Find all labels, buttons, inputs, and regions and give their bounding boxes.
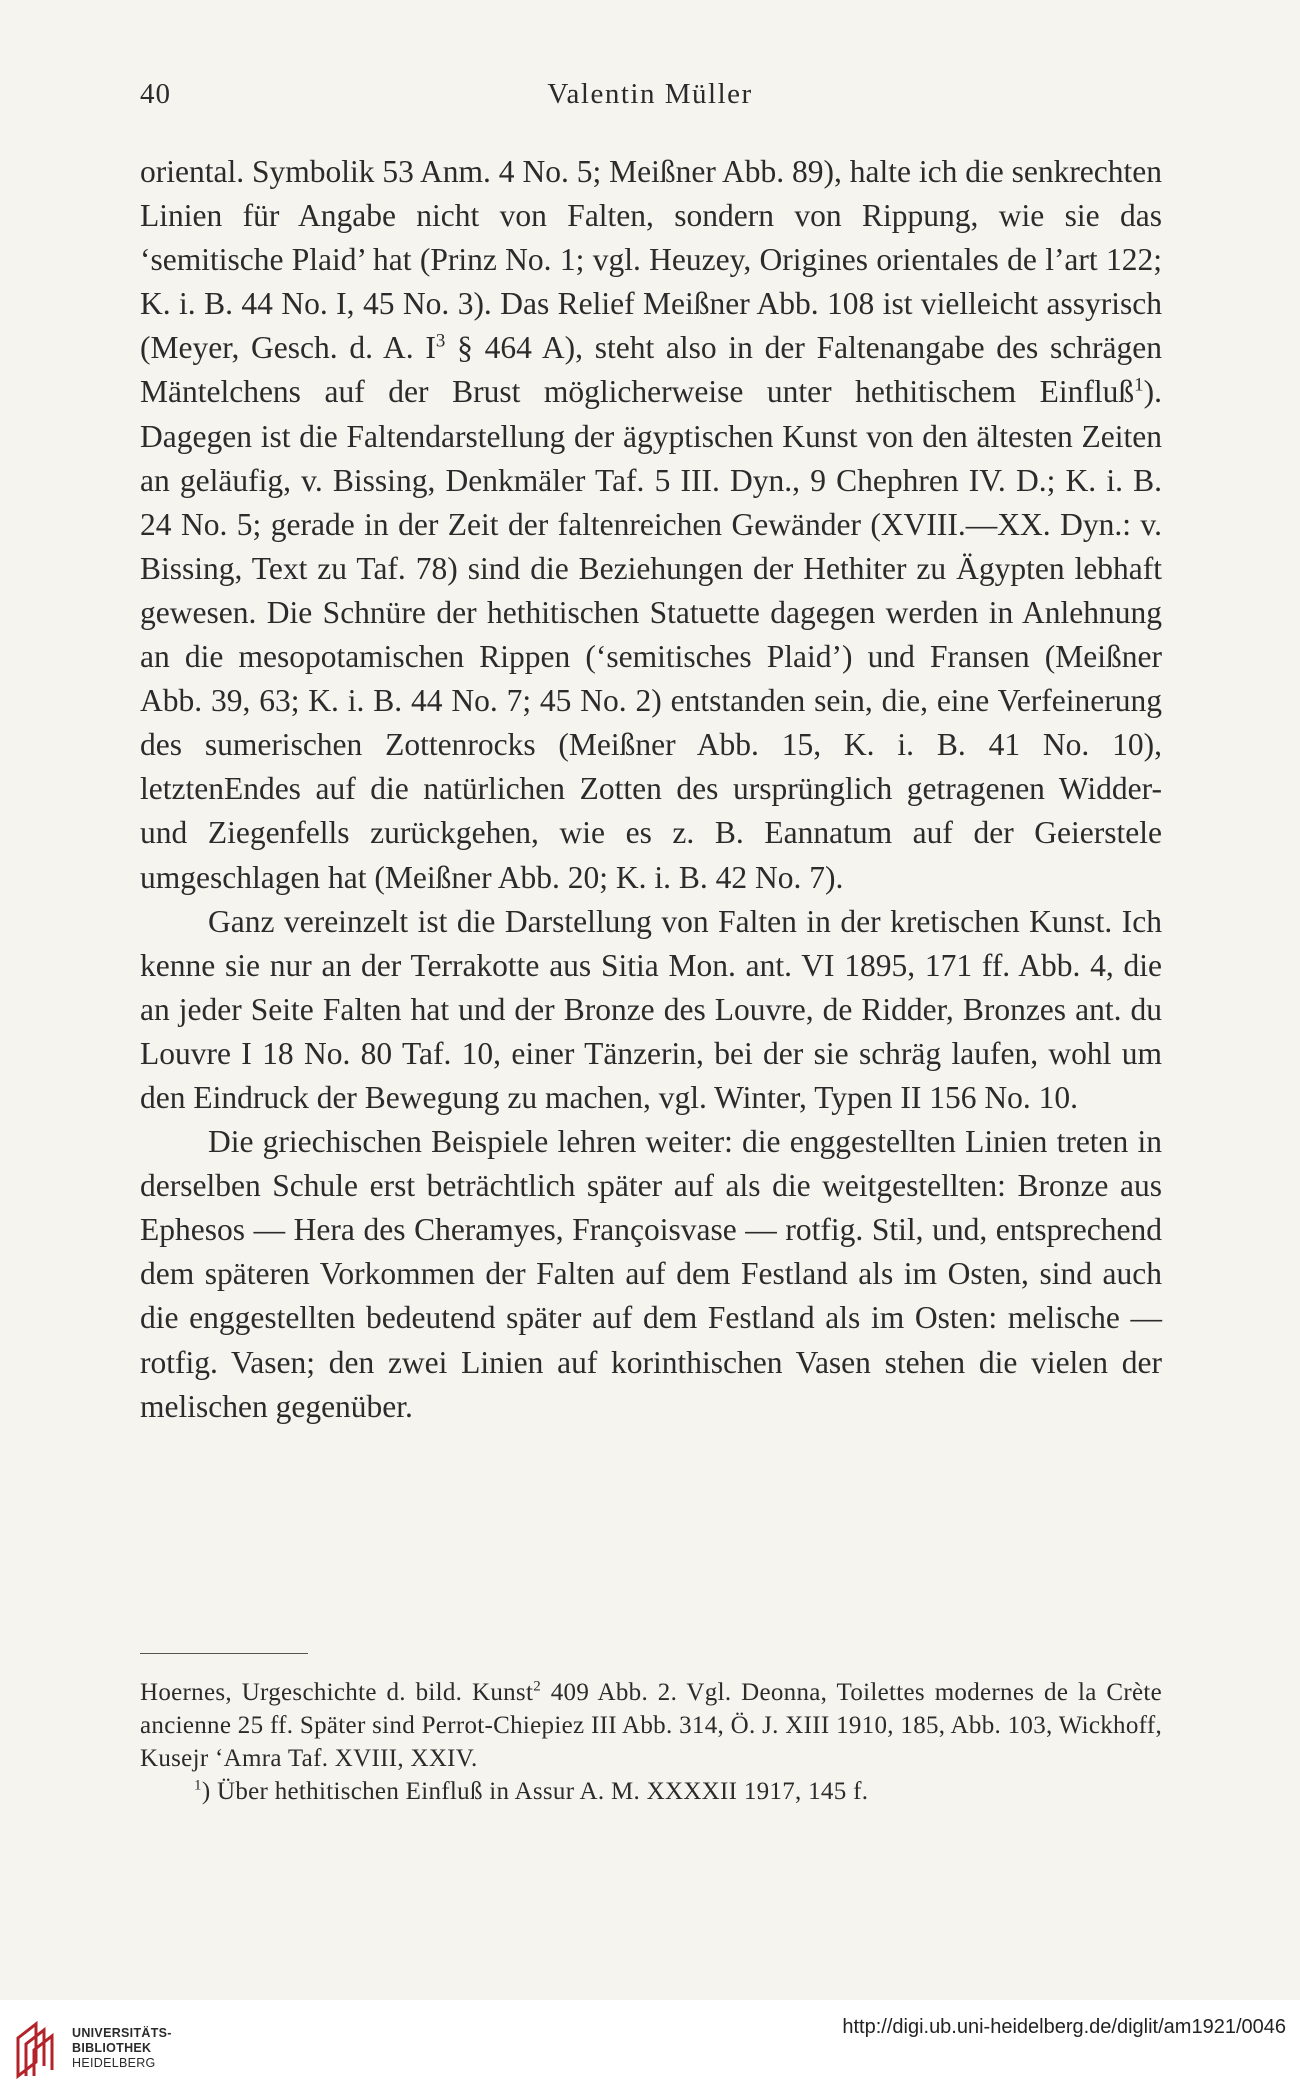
- library-footer: [0, 2000, 1300, 2096]
- paragraph-1: [140, 150, 1162, 900]
- footnote-1-text: ) Über hethitischen Einfluß in Assur A. M. XXXXII 1917, 145 f.: [201, 1778, 869, 1805]
- paragraph-1-part-1: oriental. Symbolik 53 Anm. 4 No. 5; Meißner Abb. 89), halte ich die senkrechten Linien für Angabe nicht von Falten, sondern von Rippung, wie sie das ‘semitische Plaid’ hat (Prinz No. 1; vgl. Heuzey, Origines orientales de l’art 122; K. i. B. 44 No. I, 45 No. 3). Das Relief Meißner Abb. 108 ist vielleicht assyrisch (Meyer, Gesch. d. A. I: [140, 154, 1162, 366]
- superscript-edition-footnote: 2: [533, 1678, 542, 1695]
- footnote-continued: [140, 1676, 1162, 1775]
- logo-line-2: BIBLIOTHEK: [72, 2041, 152, 2055]
- logo-line-1: UNIVERSITÄTS-: [72, 2026, 172, 2040]
- footnote-ref-1[interactable]: 1: [1134, 374, 1144, 396]
- paragraph-1-part-2: § 464 A), steht also in der Faltenangabe des schrägen Mäntelchens auf der Brust möglicherweise unter hethitischem Einfluß: [140, 330, 1162, 410]
- library-logo-text: [72, 2026, 172, 2071]
- page-number: 40: [140, 78, 171, 110]
- footnote-continued-part-2: 409 Abb. 2. Vgl. Deonna, Toilettes modernes de la Crète ancienne 25 ff. Später sind Perrot-Chiepiez III Abb. 314, Ö. J. XIII 1910, 185, Abb. 103, Wickhoff, Kusejr ‘Amra Taf. XVIII, XXIV.: [140, 1679, 1162, 1772]
- footnote-divider: [140, 1653, 308, 1654]
- logo-line-3: HEIDELBERG: [72, 2056, 156, 2070]
- paragraph-1-part-3: ). Dagegen ist die Faltendarstellung der ägyptischen Kunst von den ältesten Zeiten an geläufig, v. Bissing, Denkmäler Taf. 5 III. Dyn., 9 Chephren IV. D.; K. i. B. 24 No. 5; gerade in der Zeit der faltenreichen Gewänder (XVIII.—XX. Dyn.: v. Bissing, Text zu Taf. 78) sind die Beziehungen der Hethiter zu Ägypten lebhaft gewesen. Die Schnüre der hethitischen Statuette dagegen werden in Anlehnung an die mesopotamischen Rippen (‘semitisches Plaid’) und Fransen (Meißner Abb. 39, 63; K. i. B. 44 No. 7; 45 No. 2) entstanden sein, die, eine Verfeinerung des sumerischen Zottenrocks (Meißner Abb. 15, K. i. B. 41 No. 10), letztenEndes auf die natürlichen Zotten des ursprünglich getragenen Widder- und Ziegenfells zurückgehen, wie es z. B. Eannatum auf der Geierstele umgeschlagen hat (Meißner Abb. 20; K. i. B. 42 No. 7).: [140, 374, 1162, 895]
- footnote-1-marker: 1: [194, 1777, 202, 1794]
- running-title: Valentin Müller: [547, 78, 753, 110]
- page-header: [140, 78, 1160, 118]
- superscript-edition: 3: [435, 330, 446, 352]
- paragraph-3: Die griechischen Beispiele lehren weiter: die enggestellten Linien treten in derselben Schule erst beträchtlich später auf als die weitgestellten: Bronze aus Ephesos — Hera des Cheramyes, Françoisvase — rotfig. Stil, und, entsprechend dem späteren Vorkommen der Falten auf dem Festland als im Osten, sind auch die enggestellten bedeutend später auf dem Festland als im Osten: melische — rotfig. Vasen; den zwei Linien auf korinthischen Vasen stehen die vielen der melischen gegenüber.: [140, 1124, 1162, 1424]
- paragraph-2: Ganz vereinzelt ist die Darstellung von Falten in der kretischen Kunst. Ich kenne sie nur an der Terrakotte aus Sitia Mon. ant. VI 1895, 171 ff. Abb. 4, die an jeder Seite Falten hat und der Bronze des Louvre, de Ridder, Bronzes ant. du Louvre I 18 No. 80 Taf. 10, einer Tänzerin, bei der sie schräg laufen, wohl um den Eindruck der Bewegung zu machen, vgl. Winter, Typen II 156 No. 10.: [140, 903, 1162, 1115]
- footnotes: [140, 1676, 1162, 1808]
- footnote-1: [140, 1775, 1162, 1808]
- source-url-link[interactable]: http://digi.ub.uni-heidelberg.de/diglit/am1921/0046: [842, 2016, 1286, 2038]
- library-logo-icon: [14, 2020, 62, 2080]
- footnote-continued-part-1: Hoernes, Urgeschichte d. bild. Kunst: [140, 1679, 534, 1706]
- body-text: [140, 150, 1162, 1429]
